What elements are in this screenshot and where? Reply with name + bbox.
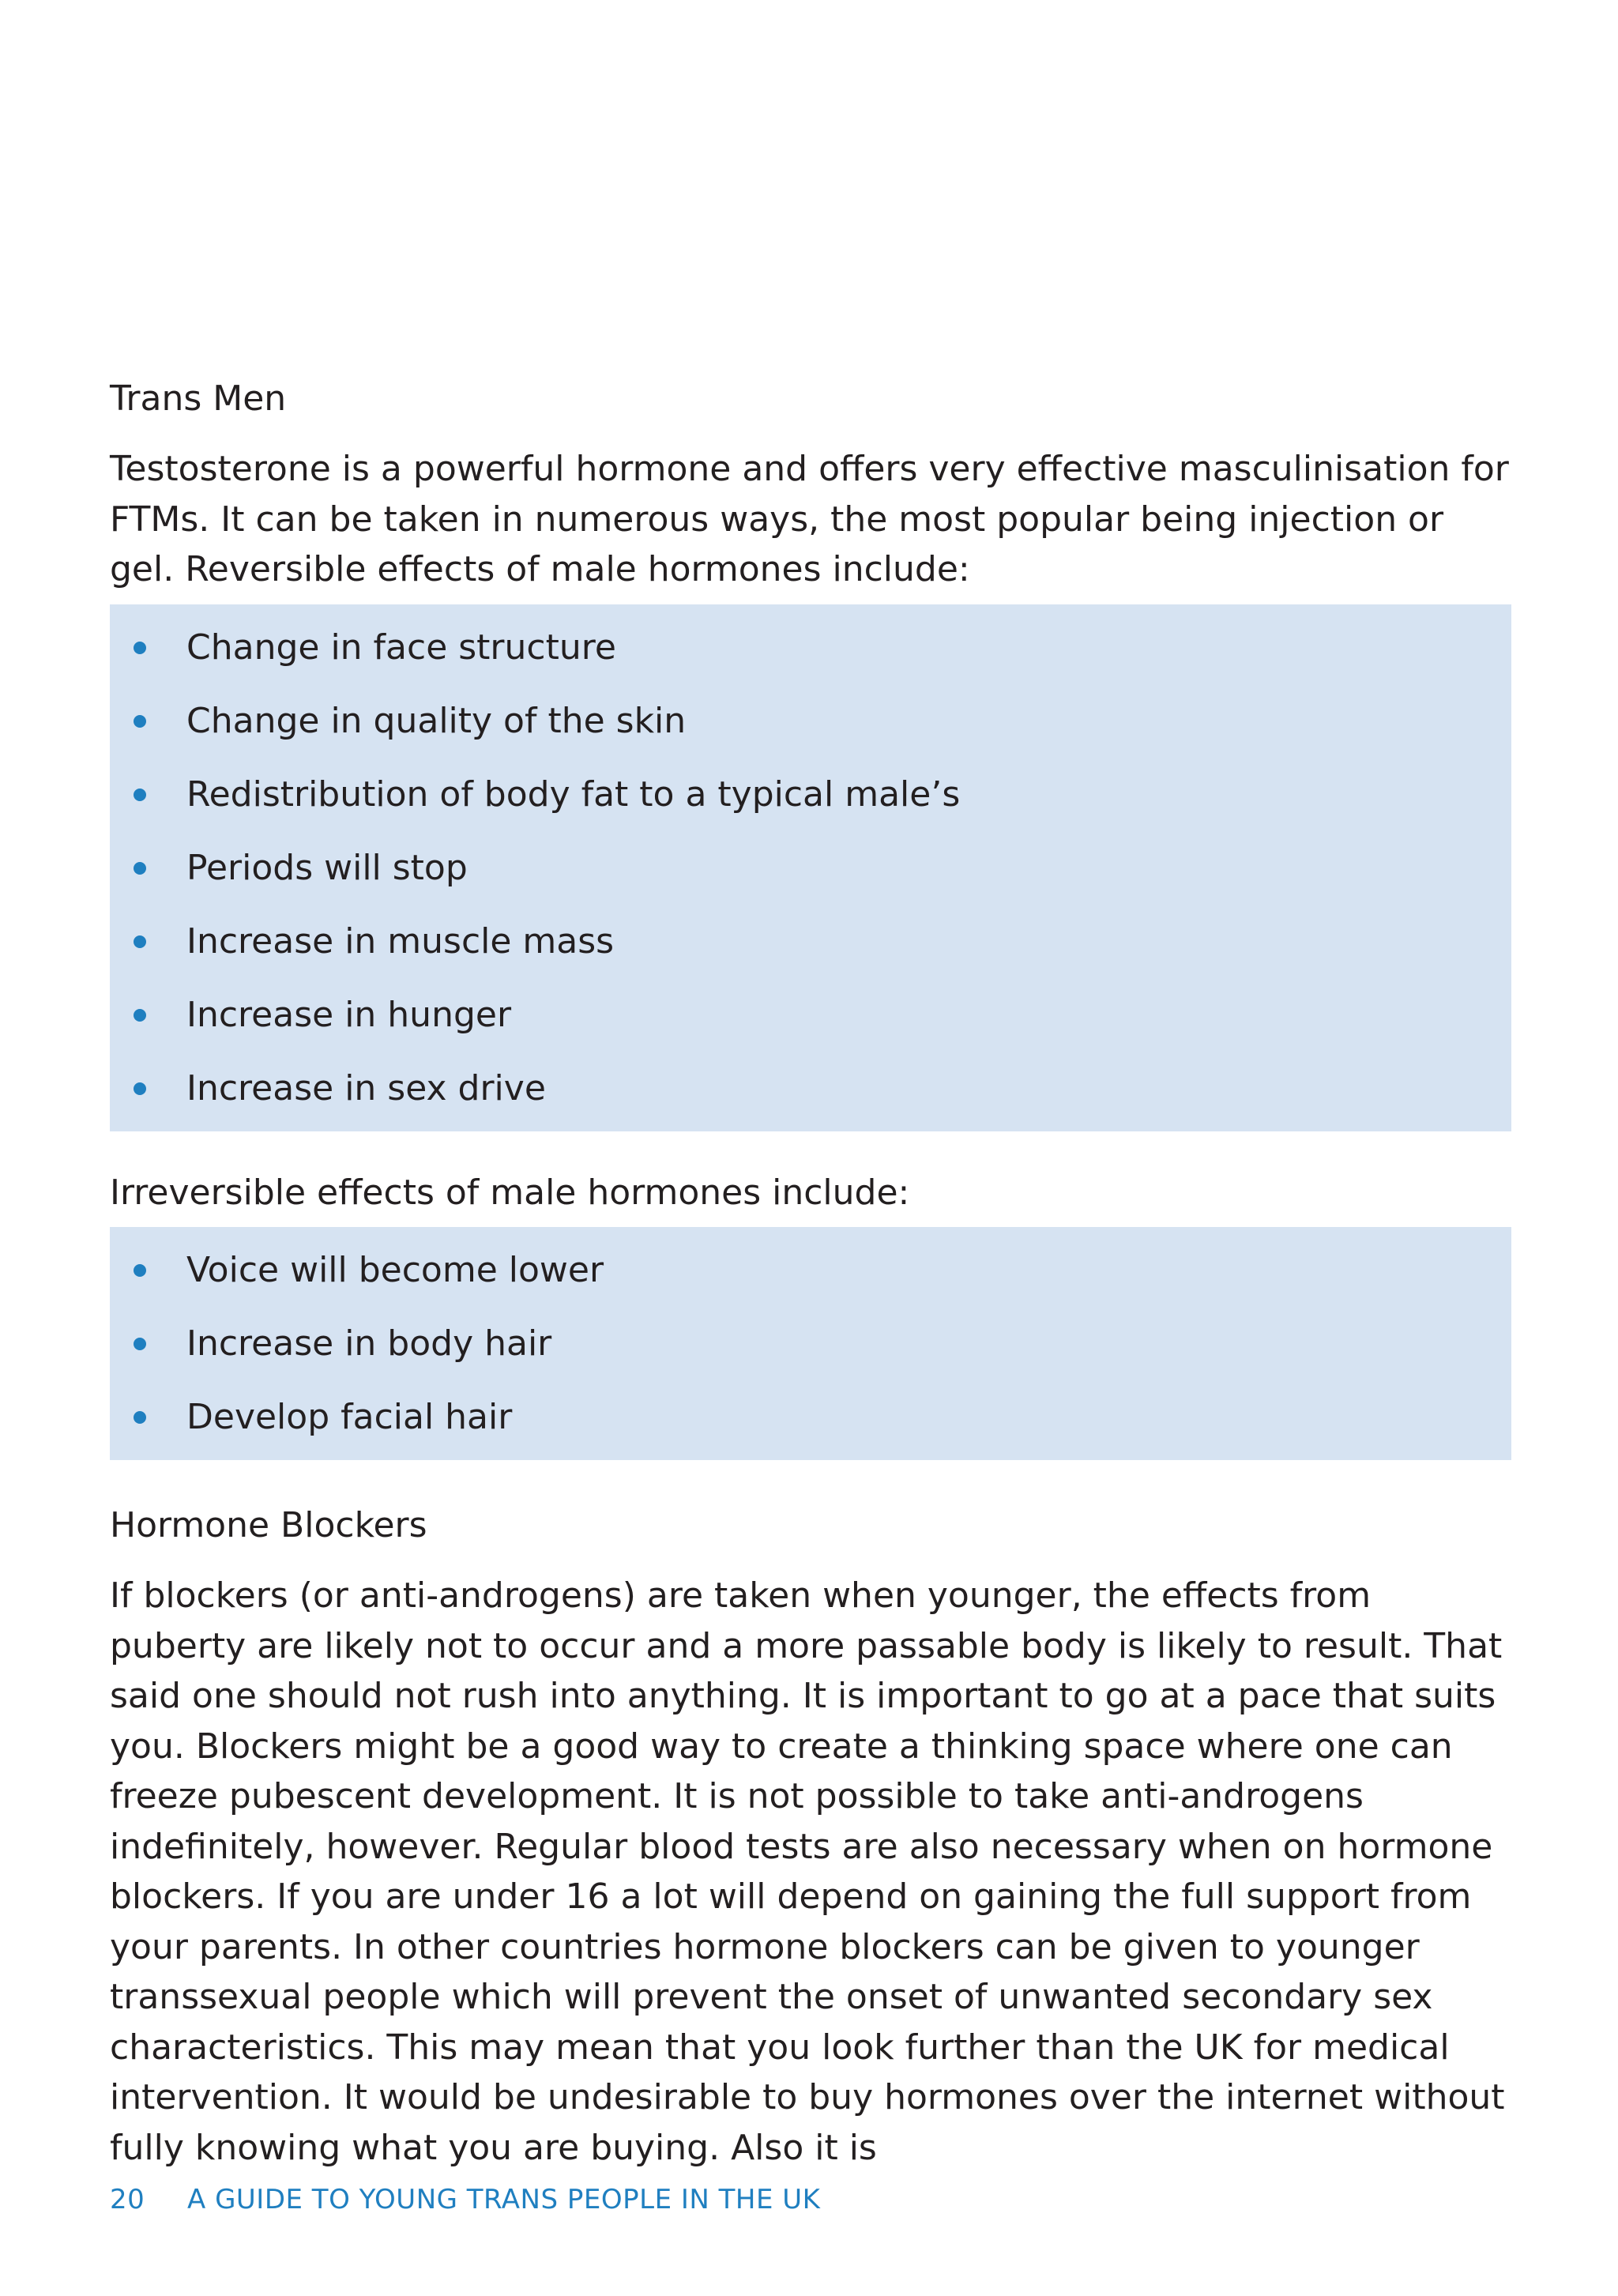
list-item-text: Increase in hunger	[186, 994, 512, 1035]
list-item	[110, 611, 1511, 684]
page-footer	[110, 2184, 820, 2215]
list-item-text: Increase in body hair	[186, 1323, 552, 1364]
reversible-effects-box	[110, 604, 1511, 1131]
running-title: A GUIDE TO YOUNG TRANS PEOPLE IN THE UK	[187, 2184, 821, 2215]
irreversible-effects-list	[110, 1233, 1511, 1454]
list-item-text: Change in face structure	[186, 627, 616, 668]
list-item-text: Develop facial hair	[186, 1397, 513, 1437]
bullet-icon	[134, 935, 146, 948]
heading-hormone-blockers: Hormone Blockers	[110, 1505, 427, 1545]
list-item	[110, 1380, 1511, 1454]
list-item	[110, 905, 1511, 978]
page-content	[110, 371, 1511, 2173]
list-item-text: Increase in sex drive	[186, 1067, 546, 1108]
irreversible-effects-box	[110, 1227, 1511, 1460]
list-item	[110, 1052, 1511, 1125]
page-number: 20	[110, 2184, 145, 2215]
reversible-effects-list	[110, 611, 1511, 1125]
list-item	[110, 1307, 1511, 1380]
bullet-icon	[134, 715, 146, 728]
list-item	[110, 978, 1511, 1052]
heading-trans-men: Trans Men	[110, 378, 287, 419]
list-item	[110, 758, 1511, 831]
list-item-text: Increase in muscle mass	[186, 920, 615, 962]
bullet-icon	[134, 1338, 146, 1350]
bullet-icon	[134, 1411, 146, 1424]
bullet-icon	[134, 642, 146, 654]
list-item-text: Voice will become lower	[186, 1250, 604, 1290]
bullet-icon	[134, 789, 146, 801]
intro-paragraph: Testosterone is a powerful hormone and offers very effective masculinisation for FTMs. It can be taken in numerous ways, the most popular being injection or gel. Reversible effects of male hormones include:	[110, 449, 1509, 589]
hormone-blockers-paragraph: If blockers (or anti-androgens) are taken when younger, the effects from puberty are likely not to occur and a more passable body is likely to result. That said one should not rush into anything. It is important to go at a pace that suits you. Blockers might be a good way to create a thinking space where one can freeze pubescent development. It is not possible to take anti-androgens indefinitely, however. Regular blood tests are also necessary when on hormone blockers. If you are under 16 a lot will depend on gaining the full support from your parents. In other countries hormone blockers can be given to younger transsexual people which will prevent the onset of unwanted secondary sex characteristics. This may mean that you look further than the UK for medical intervention. It would be undesirable to buy hormones over the internet without fully knowing what you are buying. Also it is	[110, 1575, 1505, 2168]
list-item	[110, 831, 1511, 905]
bullet-icon	[134, 1009, 146, 1022]
list-item	[110, 684, 1511, 758]
bullet-icon	[134, 862, 146, 875]
list-item	[110, 1233, 1511, 1307]
bullet-icon	[134, 1082, 146, 1095]
list-item-text: Redistribution of body fat to a typical male’s	[186, 773, 961, 815]
list-item-text: Periods will stop	[186, 847, 468, 888]
irreversible-intro: Irreversible effects of male hormones include:	[110, 1172, 910, 1213]
bullet-icon	[134, 1264, 146, 1277]
list-item-text: Change in quality of the skin	[186, 700, 687, 741]
